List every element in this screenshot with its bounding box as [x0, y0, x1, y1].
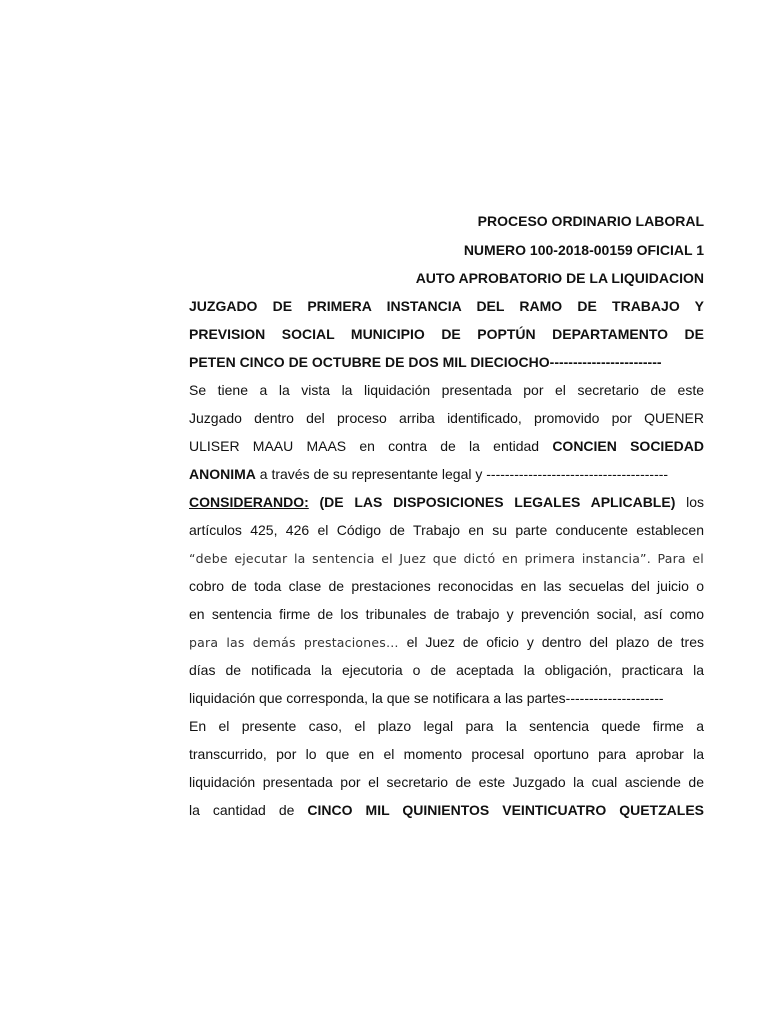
- paragraph-2-line-8: liquidación que corresponda, la que se notificara a las partes---------------------: [189, 690, 664, 706]
- paragraph-2-line-3: [189, 549, 704, 568]
- paragraph-2-line-7: días de notificada la ejecutoria o de aceptada la obligación, practicara la: [189, 662, 704, 678]
- company-name: CONCIEN SOCIEDAD: [552, 438, 704, 454]
- court-heading-line-3: PETEN CINCO DE OCTUBRE DE DOS MIL DIECIOCHO------------------------: [189, 354, 662, 370]
- text-run: el Juez de oficio y dentro del plazo de tres: [398, 634, 704, 650]
- considerando-subject: (DE LAS DISPOSICIONES LEGALES APLICABLE): [308, 494, 676, 510]
- considerando-label: CONSIDERANDO:: [189, 494, 309, 510]
- paragraph-1-line-4: [189, 465, 704, 483]
- amount-in-words: CINCO MIL QUINIENTOS VEINTICUATRO QUETZALES: [307, 802, 705, 818]
- court-heading-line-2: PREVISION SOCIAL MUNICIPIO DE POPTÚN DEPARTAMENTO DE: [189, 326, 704, 342]
- paragraph-3-line-1: En el presente caso, el plazo legal para la sentencia quede firme a: [189, 718, 704, 734]
- paragraph-2-line-4: cobro de toda clase de prestaciones reconocidas en las secuelas del juicio o: [189, 578, 704, 594]
- quoted-text: para las demás prestaciones…: [189, 635, 399, 650]
- paragraph-1-line-2: Juzgado dentro del proceso arriba identificado, promovido por QUENER: [189, 410, 704, 426]
- text-run: ULISER MAAU MAAS en contra de la entidad: [189, 438, 553, 454]
- paragraph-3-line-4: [189, 801, 704, 819]
- paragraph-3-line-2: transcurrido, por lo que en el momento procesal oportuno para aprobar la: [189, 746, 704, 762]
- header-document-title: AUTO APROBATORIO DE LA LIQUIDACION: [415, 270, 704, 286]
- text-run: a través de su representante legal y ---------------------------------------: [255, 466, 669, 482]
- paragraph-2-line-6: [189, 633, 704, 652]
- paragraph-3-line-3: liquidación presentada por el secretario de este Juzgado la cual asciende de: [189, 774, 704, 790]
- text-run: los: [675, 494, 704, 510]
- paragraph-2-line-5: en sentencia firme de los tribunales de trabajo y prevención social, así como: [189, 606, 704, 622]
- legal-quote: “debe ejecutar la sentencia el Juez que dictó en primera instancia”.: [189, 551, 651, 566]
- company-name-end: ANONIMA: [189, 466, 256, 482]
- text-run: Para el: [650, 551, 704, 566]
- text-run: la cantidad de: [189, 802, 308, 818]
- considerando-line: [189, 493, 704, 511]
- court-heading-line-1: JUZGADO DE PRIMERA INSTANCIA DEL RAMO DE TRABAJO Y: [189, 298, 704, 314]
- paragraph-1-line-1: Se tiene a la vista la liquidación presentada por el secretario de este: [189, 382, 704, 398]
- paragraph-2-line-2: artículos 425, 426 el Código de Trabajo en su parte conducente establecen: [189, 522, 704, 538]
- header-process-type: PROCESO ORDINARIO LABORAL: [477, 213, 704, 229]
- header-case-number: NUMERO 100-2018-00159 OFICIAL 1: [463, 242, 704, 258]
- paragraph-1-line-3: [189, 437, 704, 455]
